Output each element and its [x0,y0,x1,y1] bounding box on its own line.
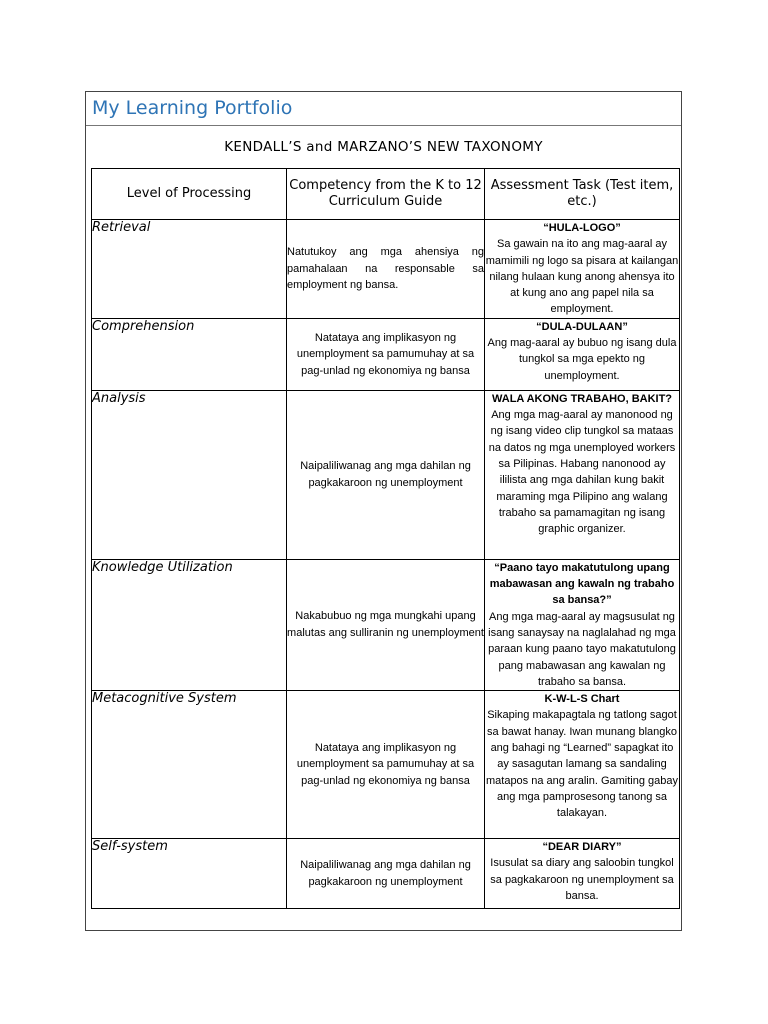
portfolio-header [86,92,681,126]
table-row [92,559,680,690]
assessment-cell [485,220,680,319]
task-description: Ang mga mag-aaral ay magsusulat ng isang sanaysay na naglalahad ng mga paraan kung paano tayo makatutulong pang mabawasan ang kawalan ng trabaho sa bansa. [488,610,676,688]
header-assessment: Assessment Task (Test item, etc.) [485,169,680,220]
portfolio-title: My Learning Portfolio [92,97,293,119]
task-title: “DULA-DULAAN” [536,320,628,333]
table-row [92,390,680,559]
header-competency: Competency from the K to 12 Curriculum Guide [287,169,485,220]
table-row [92,691,680,839]
task-title: “Paano tayo makatutulong upang mabawasan ang kawaln ng trabaho sa bansa?” [489,561,675,607]
assessment-cell [485,390,680,559]
task-description: Isusulat sa diary ang saloobin tungkol sa pagkakaroon ng unemployment sa bansa. [490,857,674,903]
level-cell: Metacognitive System [92,691,287,839]
document-title: KENDALL’S and MARZANO’S NEW TAXONOMY [224,139,543,155]
task-description: Sa gawain na ito ang mag-aaral ay mamimili ng logo sa pisara at kailangan nilang hulaan kung anong ahensya ito at kung ano ang papel nila sa employment. [485,238,679,316]
assessment-cell [485,318,680,390]
portfolio-page [85,91,682,931]
task-title: WALA AKONG TRABAHO, BAKIT? [491,392,673,405]
assessment-cell [485,839,680,909]
taxonomy-table [91,168,680,909]
table-row [92,839,680,909]
task-description: Sikaping makapagtala ng tatlong sagot sa bawat hanay. Iwan munang blangko ang bahagi ng “Learned” sapagkat ito ay sasagutan lamang sa sandaling matapos na ang aralin. Gamiting gabay ang mga pamprosesong tanong sa talakayan. [485,709,678,820]
task-description: Ang mga mag-aaral ay manonood ng ng isang video clip tungkol sa mataas na datos ng mga unemployed workers sa Pilipinas. Habang nanonood ay ililista ang mga dahilan kung bakit maraming mga Pilipino ang walang trabaho sa pamamagitan ng isang graphic organizer. [488,409,676,536]
table-row [92,220,680,319]
level-cell: Retrieval [92,220,287,319]
level-cell: Analysis [92,390,287,559]
task-description: Ang mag-aaral ay bubuo ng isang dula tungkol sa mga epekto ng unemployment. [487,337,677,382]
task-title: “DEAR DIARY” [542,841,622,854]
table-header-row [92,169,680,220]
table-row [92,318,680,390]
competency-cell: Natutukoy ang mga ahensiya ng pamahalaan na responsable sa employment ng bansa. [287,220,485,319]
level-cell: Knowledge Utilization [92,559,287,690]
competency-cell: Natataya ang implikasyon ng unemployment sa pamumuhay at sa pag-unlad ng ekonomiya ng bansa [287,691,485,839]
assessment-cell [485,559,680,690]
assessment-cell [485,691,680,839]
competency-cell: Natataya ang implikasyon ng unemployment sa pamumuhay at sa pag-unlad ng ekonomiya ng bansa [287,318,485,390]
competency-cell: Naipaliliwanag ang mga dahilan ng pagkakaroon ng unemployment [287,390,485,559]
competency-cell: Naipaliliwanag ang mga dahilan ng pagkakaroon ng unemployment [287,839,485,909]
competency-cell: Nakabubuo ng mga mungkahi upang malutas ang sulliranin ng unemployment [287,559,485,690]
task-title: K-W-L-S Chart [544,693,620,706]
level-cell: Self-system [92,839,287,909]
level-cell: Comprehension [92,318,287,390]
header-level: Level of Processing [92,169,287,220]
task-title: “HULA-LOGO” [543,222,621,234]
